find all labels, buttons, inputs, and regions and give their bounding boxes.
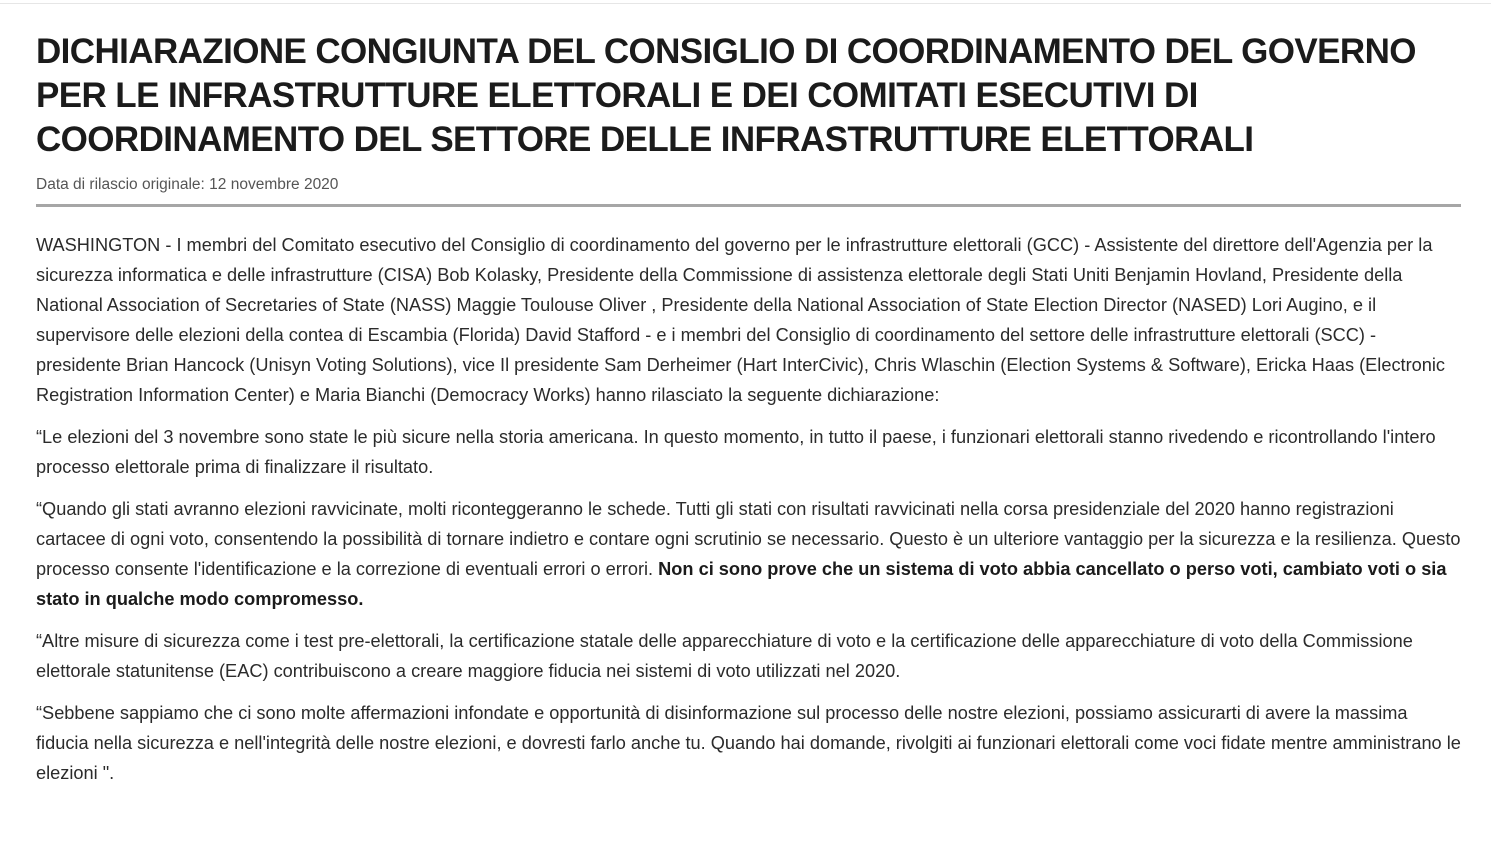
title-divider (36, 204, 1461, 207)
paragraph-quote-2-text: “Quando gli stati avranno elezioni ravvicinate, molti riconteggeranno le schede. Tutti gli stati con risultati ravvicinati nella corsa presidenziale del 2020 hanno registrazioni cartacee di ogni voto, consentendo la possibilità di tornare indietro e contare ogni scrutinio se necessario. Questo è un ulteriore vantaggio per la sicurezza e la resilienza. Questo processo consente l'identificazione e la correzione di eventuali errori o errori. (36, 499, 1461, 579)
page-title: DICHIARAZIONE CONGIUNTA DEL CONSIGLIO DI COORDINAMENTO DEL GOVERNO PER LE INFRASTRUTTURE ELETTORALI E DEI COMITATI ESECUTIVI DI COORDINAMENTO DEL SETTORE DELLE INFRASTRUTTURE ELETTORALI (36, 32, 1416, 159)
paragraph-quote-2 (36, 494, 1461, 614)
article-body (36, 230, 1461, 788)
top-border (0, 3, 1491, 4)
paragraph-quote-2-bold: Non ci sono prove che un sistema di voto abbia cancellato o perso voti, cambiato voti o sia stato in qualche modo compromesso. (36, 559, 1447, 609)
article (36, 30, 1461, 800)
release-date: Data di rilascio originale: 12 novembre 2020 (36, 176, 339, 193)
paragraph-quote-3: “Altre misure di sicurezza come i test pre-elettorali, la certificazione statale delle apparecchiature di voto e la certificazione delle apparecchiature di voto della Commissione elettorale statunitense (EAC) contribuiscono a creare maggiore fiducia nei sistemi di voto utilizzati nel 2020. (36, 631, 1413, 681)
paragraph-quote-4: “Sebbene sappiamo che ci sono molte affermazioni infondate e opportunità di disinformazione sul processo delle nostre elezioni, possiamo assicurarti di avere la massima fiducia nella sicurezza e nell'integrità delle nostre elezioni, e dovresti farlo anche tu. Quando hai domande, rivolgiti ai funzionari elettorali come voci fidate mentre amministrano le elezioni ". (36, 703, 1461, 783)
paragraph-intro: WASHINGTON - I membri del Comitato esecutivo del Consiglio di coordinamento del governo per le infrastrutture elettorali (GCC) - Assistente del direttore dell'Agenzia per la sicurezza informatica e delle infrastrutture (CISA) Bob Kolasky, Presidente della Commissione di assistenza elettorale degli Stati Uniti Benjamin Hovland, Presidente della National Association of Secretaries of State (NASS) Maggie Toulouse Oliver , Presidente della National Association of State Election Director (NASED) Lori Augino, e il supervisore delle elezioni della contea di Escambia (Florida) David Stafford - e i membri del Consiglio di coordinamento del settore delle infrastrutture elettorali (SCC) - presidente Brian Hancock (Unisyn Voting Solutions), vice Il presidente Sam Derheimer (Hart InterCivic), Chris Wlaschin (Election Systems & Software), Ericka Haas (Electronic Registration Information Center) e Maria Bianchi (Democracy Works) hanno rilasciato la seguente dichiarazione: (36, 235, 1446, 405)
paragraph-quote-1: “Le elezioni del 3 novembre sono state le più sicure nella storia americana. In questo momento, in tutto il paese, i funzionari elettorali stanno rivedendo e ricontrollando l'intero processo elettorale prima di finalizzare il risultato. (36, 427, 1436, 477)
